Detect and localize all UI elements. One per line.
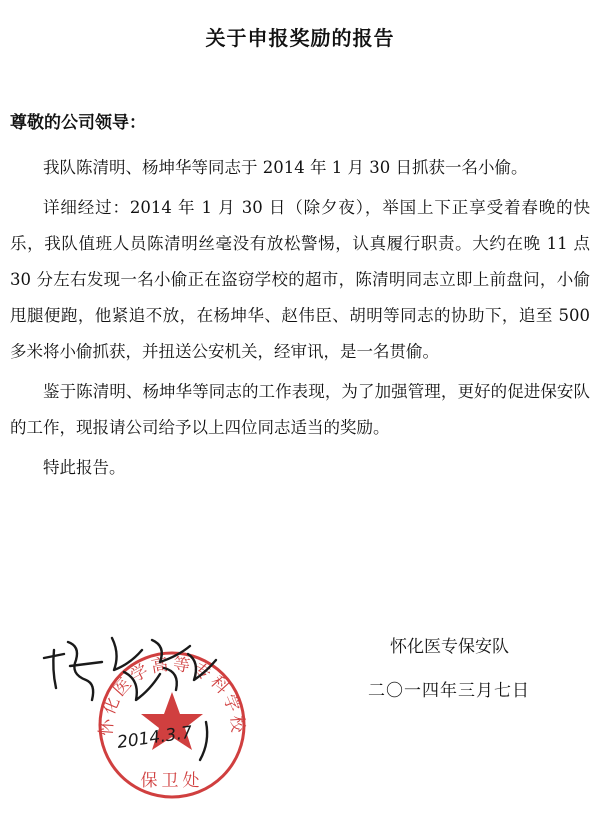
document-title: 关于申报奖励的报告 [205, 26, 395, 50]
paragraph: 我队陈清明、杨坤华等同志于 2014 年 1 月 30 日抓获一名小偷。 [43, 158, 528, 177]
seal-text-bottom: 保卫处 [140, 771, 204, 791]
handwritten-date: 2014.3.7 [115, 722, 194, 753]
document-date: 二〇一四年三月七日 [368, 681, 530, 701]
document-body [10, 150, 590, 490]
seal-text-top: 怀化医学高等专科学校 [96, 654, 248, 737]
paragraph: 特此报告。 [43, 458, 126, 477]
signature-tail-stroke [200, 722, 207, 760]
salutation: 尊敬的公司领导： [10, 113, 146, 133]
organization-name: 怀化医专保安队 [390, 637, 509, 657]
paragraph: 鉴于陈清明、杨坤华等同志的工作表现，为了加强管理，更好的促进保安队的工作，现报请公司给予以上四位同志适当的奖励。 [10, 382, 590, 437]
paragraph: 详细经过：2014 年 1 月 30 日（除夕夜），举国上下正享受着春晚的快乐，我队值班人员陈清明丝毫没有放松警惕，认真履行职责。大约在晚 11 点 30 分左右发现一名小偷正在盗窃学校的超市，陈清明同志立即上前盘问，小偷甩腿便跑，他紧追不放，在杨坤华、赵伟臣、胡明等同志的协助下，追至 500 多米将小偷抓获，并扭送公安机关，经审讯，是一名贯偷。 [10, 198, 590, 361]
seal-svg [40, 610, 270, 810]
seal-and-signature [40, 610, 270, 810]
